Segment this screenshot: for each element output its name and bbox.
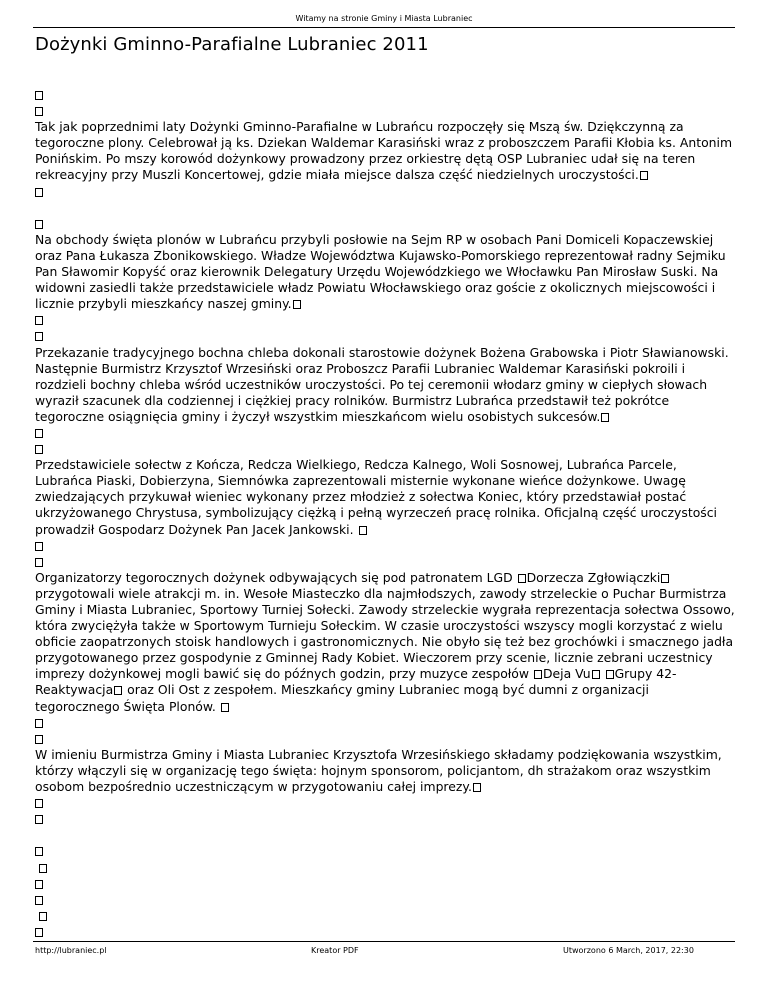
missing-glyph-icon [35,735,43,744]
placeholder-line [35,843,735,859]
missing-glyph-icon [35,91,43,100]
missing-glyph-icon [293,300,301,309]
placeholder-line [35,103,735,119]
footer-created: Utworzono 6 March, 2017, 22:30 [563,946,694,955]
missing-glyph-icon [592,670,600,679]
paragraph-text [601,666,605,681]
placeholder-line [35,184,735,200]
spacer [35,827,735,843]
missing-glyph-icon [35,815,43,824]
missing-glyph-icon [359,526,367,535]
paragraph-text: Przedstawiciele sołectw z Kończa, Redcza Wielkiego, Redcza Kalnego, Woli Sosnowej, Lubrańca Parcele, Lubrańca Piaski, Dobierzyna, Siemnówka zaprezentowali misternie wykonane wieńce dożynkowe. Uwagę zwiedzających przykuwał wieniec wykonany przez młodzież z sołectwa Koniec, który przedstawiał postać ukrzyżowanego Chrystusa, symbolizujący ciężką i pełną wyrzeczeń pracę rolnika. Oficjalną część uroczystości prowadził Gospodarz Dożynek Pan Jacek Jankowski. [35,457,717,537]
footer-url: http://lubraniec.pl [35,946,107,955]
placeholder-line [35,924,735,940]
paragraph-guests [35,232,735,312]
missing-glyph-icon [114,686,122,695]
missing-glyph-icon [35,880,43,889]
placeholder-line [35,715,735,731]
paragraph-text: Na obchody święta plonów w Lubrańcu przybyli posłowie na Sejm RP w osobach Pani Domiceli Kopaczewskiej oraz Pana Łukasza Zbonikowskiego. Władze Województwa Kujawsko-Pomorskiego reprezentował radny Sejmiku Pan Sławomir Kopyść oraz kierownik Delegatury Urzędu Wojewódzkiego we Włocławku Pan Mirosław Suski. Na widowni zasiedli także przedstawiciele władz Powiatu Włocławskiego oraz goście z okolicznych miejscowości i licznie przybyli mieszkańcy naszej gminy. [35,231,726,312]
placeholder-line [35,795,735,811]
placeholder-line [35,425,735,441]
spacer [35,200,735,216]
placeholder-line [35,538,735,554]
paragraph-bread [35,345,735,425]
missing-glyph-icon [35,896,43,905]
placeholder-line [35,892,735,908]
placeholder-line [35,87,735,103]
placeholder-line [35,328,735,344]
missing-glyph-icon [35,928,43,937]
missing-glyph-icon [35,799,43,808]
footer-generator: Kreator PDF [311,946,359,955]
paragraph-text: Organizatorzy tegorocznych dożynek odbywających się pod patronatem LGD [35,569,517,585]
paragraph-text: Grupy 42-Reaktywacja [35,666,677,698]
paragraph-text: W imieniu Burmistrza Gminy i Miasta Lubraniec Krzysztofa Wrzesińskiego składamy podziękowania wszystkim, którzy włączyli się w organizację tego święta: hojnym sponsorom, policjantom, dh strażakom oraz wszystkim osobom bezpośrednio uczestniczącym w przygotowaniu całej imprezy. [35,746,722,795]
missing-glyph-icon [35,847,43,856]
missing-glyph-icon [35,542,43,551]
missing-glyph-icon [640,171,648,180]
paragraph-text: Dorzecza Zgłowiączki [526,569,661,585]
missing-glyph-icon [221,703,229,712]
paragraph-wreaths [35,457,735,537]
paragraph-attractions [35,570,735,715]
page-footer [0,946,768,958]
paragraph-text: Tak jak poprzednimi laty Dożynki Gminno-Parafialne w Lubrańcu rozpoczęły się Mszą św. Dziękczynną za tegoroczne plony. Celebrował ją ks. Dziekan Waldemar Karasiński wraz z proboszczem Parafii Kłobia ks. Antonim Ponińskim. Po mszy korowód dożynkowy prowadzony przez orkiestrę dętą OSP Lubraniec udał się na teren rekreacyjny przy Muszli Koncertowej, gdzie miała miejsce dalsza część niedzielnych uroczystości. [35,119,733,183]
missing-glyph-icon [35,445,43,454]
missing-glyph-icon [35,188,43,197]
missing-glyph-icon [518,574,526,583]
missing-glyph-icon [39,864,47,873]
placeholder-line [35,811,735,827]
placeholder-line [35,731,735,747]
page-title: Dożynki Gminno-Parafialne Lubraniec 2011 [35,34,429,55]
missing-glyph-icon [35,107,43,116]
placeholder-line [35,312,735,328]
missing-glyph-icon [661,574,669,583]
paragraph-mass [35,119,735,183]
placeholder-line [35,554,735,570]
paragraph-text: oraz Oli Ost z zespołem. Mieszkańcy gminy Lubraniec mogą być dumni z organizacji tegorocznego Święta Plonów. [35,682,649,714]
missing-glyph-icon [473,783,481,792]
missing-glyph-icon [35,719,43,728]
missing-glyph-icon [35,332,43,341]
paragraph-text: przygotowali wiele atrakcji m. in. Wesołe Miasteczko dla najmłodszych, zawody strzeleckie o Puchar Burmistrza Gminy i Miasta Lubraniec, Sportowy Turniej Sołecki. Zawody strzeleckie wygrała reprezentacja sołectwa Ossowo, która zwyciężyła także w Sportowym Turnieju Sołeckim. W czasie uroczystości wszyscy mogli korzystać z wielu obficie zaopatrzonych stoisk handlowych i gastronomicznych. Nie obyło się też bez grochówki i smacznego jadła przygotowanego przez gospodynie z Gminnej Rady Kobiet. Wieczorem przy scenie, licznie zebrani uczestnicy imprezy dożynkowej mogli bawić się do późnych godzin, przy muzyce zespołów [35,585,735,682]
placeholder-line [35,908,735,924]
missing-glyph-icon [35,220,43,229]
footer-divider [33,941,735,942]
missing-glyph-icon [35,429,43,438]
missing-glyph-icon [35,316,43,325]
missing-glyph-icon [601,413,609,422]
missing-glyph-icon [534,670,542,679]
missing-glyph-icon [606,670,614,679]
placeholder-line [35,860,735,876]
paragraph-thanks [35,747,735,795]
placeholder-line [35,216,735,232]
paragraph-text: Deja Vu [542,666,591,682]
placeholder-line [35,876,735,892]
header-divider [33,27,735,28]
page-header: Witamy na stronie Gminy i Miasta Lubraniec [295,14,473,23]
missing-glyph-icon [39,912,47,921]
missing-glyph-icon [35,558,43,567]
paragraph-text: Przekazanie tradycyjnego bochna chleba dokonali starostowie dożynek Bożena Grabowska i Piotr Sławianowski. Następnie Burmistrz Krzysztof Wrzesiński oraz Proboszcz Parafii Lubraniec Waldemar Karasiński pokroili i rozdzieli bochny chleba wśród uczestników uroczystości. Po tej ceremonii włodarz gminy w ciepłych słowach wyraził szacunek dla codziennej i ciężkiej pracy rolników. Burmistrz Lubrańca przedstawił też pokrótce tegoroczne osiągnięcia gminy i życzył wszystkim mieszkańcom wielu osobistych sukcesów. [35,344,729,424]
placeholder-line [35,441,735,457]
article-body [35,87,735,940]
